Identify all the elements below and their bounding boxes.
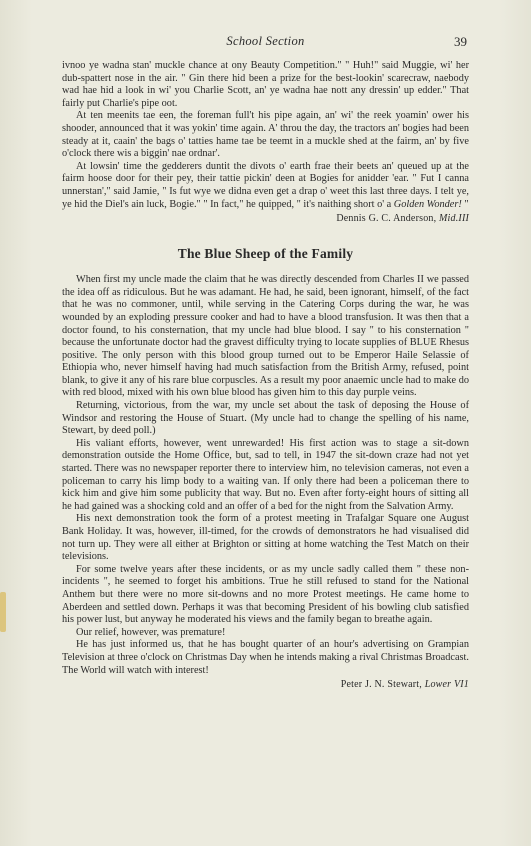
article-title: The Blue Sheep of the Family xyxy=(177,246,354,262)
paragraph: He has just informed us, that he has bought quarter of an hour's advertising on Grampian Television at three o'clock on Christmas Day when he intends making a rival Christmas Broadcast. The World will watch with interest! xyxy=(62,639,469,676)
paragraph xyxy=(62,161,469,211)
author-signature xyxy=(62,213,469,224)
story-tattie-picking xyxy=(62,60,469,224)
page-number: 39 xyxy=(454,34,467,49)
author-form: Lower VI1 xyxy=(424,679,469,691)
section-title: School Section xyxy=(226,34,305,48)
paragraph: His valiant efforts, however, went unrewarded! His first action was to stage a sit-down demonstration outside the Home Office, but, sad to tell, in 1947 the sit-down craze had not yet started. There was no newspaper reporter there to interview him, no television cameras, not even a policeman to carry his limp body to a waiting van. If only there had been a policeman there to kick him and give him some publicity that way. But no. Even after forty-eight hours of sitting all he had gained was a shocking cold and an offer of a bed for the night from the Salvation Army. xyxy=(62,437,469,512)
author-name: Dennis G. C. Anderson, xyxy=(336,213,437,225)
author-name: Peter J. N. Stewart, xyxy=(340,679,422,691)
page-body xyxy=(62,60,469,690)
page-header xyxy=(62,34,469,50)
paragraph: For some twelve years after these incidents, or as my uncle sadly called them " these non-incidents ", he seemed to forget his ambitions. True he still refused to stand for the National Anthem but there were no more sit-downs and no more Protest meetings. He came home to Aberdeen and settled down. Perhaps it was that becoming President of his bowling club satisfied his power lust, but anyway he moderated his views and the family began to breathe again. xyxy=(62,563,469,626)
closing-quote: " xyxy=(461,198,469,210)
paragraph: Our relief, however, was premature! xyxy=(76,626,226,638)
paragraph: When first my uncle made the claim that he was directly descended from Charles II we passed the idea off as ridiculous. But he was adamant. He had, he said, been ignorant, himself, of the fact that he was no commoner, until, while serving in the Catering Corps during the war, he was wounded by an exploding pressure cooker and had to have a blood transfusion. It was then that a doctor found, to his consternation, that my uncle had blue blood. I say " to his consternation " because the unfortunate doctor had the gravest difficulty trying to locate supplies of BLUE Rhesus positive. The only person with this blood group turned out to be Emperor Haile Selassie of Ethiopia who, never himself having had much satisfaction from the British Army, refused, point blank, to give it any of his rare blue corpuscles. As a result my poor anaemic uncle had to make do with red blood, mixed with his own blue blood has given him to this day purple veins. xyxy=(62,274,469,399)
paragraph: At ten meenits tae een, the foreman full't his pipe again, an' wi' the reek yoamin' ower his shooder, announced that it was yokin' time again. A' throu the day, the tractors an' bogies had been steady at it, caain' the bags o' tatties hame tae be teemt in a muckle shed at the fairm, an' by five o'clock there wis a biggin' nae ordnar'. xyxy=(62,110,469,160)
paragraph: ivnoo ye wadna stan' muckle chance at ony Beauty Competition." " Huh!" said Muggie, wi' her dub-spattert nose in the air. " Gin there hid been a prize for the best-lookin' scarecraw, naebody wad hae hid a look in wi' you Charlie Scott, an' ye wadna hae nott any dressin' up edder." That fairly put Charlie's pipe oot. xyxy=(62,60,469,109)
paragraph-text: At lowsin' time the gedderers duntit the divots o' earth frae their beets an' queued up at the fairm hoose door for their pey, their tattie pickin' deen at Bogies for anidder 'ear. " Fut I canna unnerstan'," said Jamie, " Is fut wye we didna even get a drap o' weet this last three days. I telt ye, ye hid the Diel's ain luck, Bogie." " In fact," he quipped, " it's naithing short o' a xyxy=(62,160,469,210)
author-form: Mid.III xyxy=(439,213,469,225)
golden-wonder-text: Golden Wonder! xyxy=(393,198,462,210)
author-signature xyxy=(62,679,469,690)
paragraph: His next demonstration took the form of a protest meeting in Trafalgar Square one August Bank Holiday. It was, however, ill-timed, for the crowds of demonstrators he had visualised did not turn up. They were all either at Brighton or sitting at home watching the Test Match on their televisions. xyxy=(62,513,469,563)
story-blue-sheep xyxy=(62,246,469,690)
paragraph: Returning, victorious, from the war, my uncle set about the task of deposing the House of Windsor and restoring the House of Stuart. (My uncle had to change the spelling of his name, Stewart, by deed poll.) xyxy=(62,400,469,437)
margin-stain xyxy=(0,592,6,632)
